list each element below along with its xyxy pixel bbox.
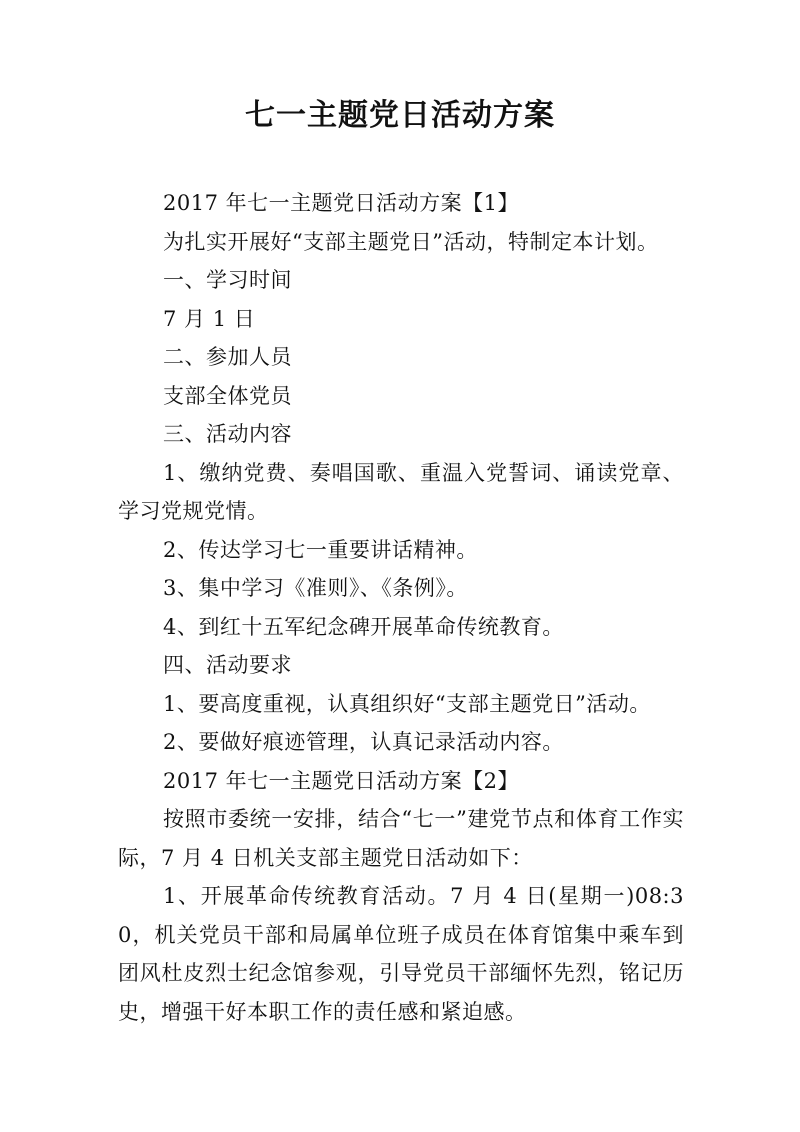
activity-item-1: 1、缴纳党费、奏唱国歌、重温入党誓词、诵读党章、学习党规党情。 <box>118 460 684 523</box>
activity-item-3: 3、集中学习《准则》、《条例》。 <box>163 576 468 600</box>
document-body <box>118 184 684 1031</box>
section-activity-requirements: 四、活动要求 <box>163 653 292 677</box>
activity-item-2: 2、传达学习七一重要讲话精神。 <box>163 537 478 562</box>
requirement-item-1: 1、要高度重视，认真组织好“支部主题党日”活动。 <box>163 691 651 716</box>
activity-item-4: 4、到红十五军纪念碑开展革命传统教育。 <box>163 614 564 639</box>
paragraph-plan-1-heading: 2017 年七一主题党日活动方案【1】 <box>163 191 519 215</box>
paragraph-plan-2-item-1: 1、开展革命传统教育活动。7 月 4 日(星期一)08:30，机关党员干部和局属单位班子成员在体育馆集中乘车到团风杜皮烈士纪念馆参观，引导党员干部缅怀先烈，铭记历史，增强干好本职工作的责任感和紧迫感。 <box>118 884 684 1024</box>
paragraph-plan-2-heading: 2017 年七一主题党日活动方案【2】 <box>163 768 519 793</box>
paragraph-intro: 为扎实开展好“支部主题党日”活动，特制定本计划。 <box>163 229 659 254</box>
participants-text: 支部全体党员 <box>163 383 292 408</box>
paragraph-plan-2-intro: 按照市委统一安排，结合“七一”建党节点和体育工作实际，7 月 4 日机关支部主题党日活动如下： <box>118 807 684 870</box>
section-participants: 二、参加人员 <box>163 345 292 369</box>
section-study-time: 一、学习时间 <box>163 268 292 292</box>
document-title: 七一主题党日活动方案 <box>245 98 555 133</box>
requirement-item-2: 2、要做好痕迹管理，认真记录活动内容。 <box>163 730 564 754</box>
study-date: 7 月 1 日 <box>163 306 256 331</box>
section-activity-content: 三、活动内容 <box>163 422 292 446</box>
